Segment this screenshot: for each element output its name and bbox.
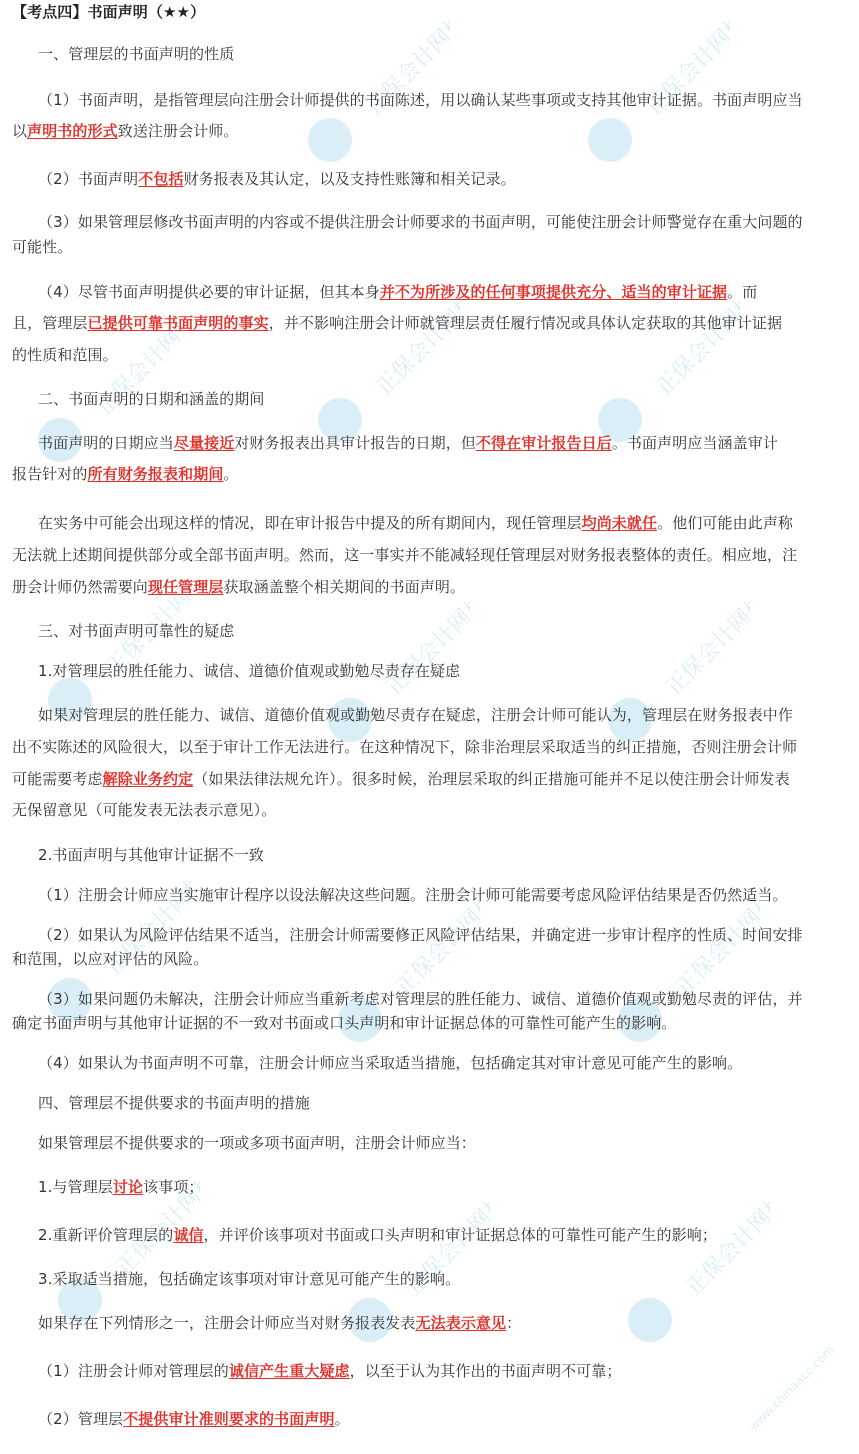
text-segment: 2.重新评价管理层的	[38, 1226, 174, 1244]
paragraph-line	[38, 705, 793, 725]
watermark-url-text: www.chinaacc.com	[746, 1342, 837, 1434]
key-term-highlight: 无法表示意见	[415, 1314, 507, 1332]
text-segment: 出不实陈述的风险很大，以至于审计工作无法进行。在这种情况下，除非治理层采取适当的纠正措施，否则注册会计师	[12, 738, 798, 756]
list-item	[38, 1409, 350, 1429]
paragraph-line	[12, 1013, 676, 1033]
paragraph-line	[38, 212, 803, 232]
text-segment: 的性质和范围。	[12, 346, 118, 364]
text-segment: （1）书面声明，是指管理层向注册会计师提供的书面陈述，用以确认某些事项或支持其他审计证据。书面声明应当	[38, 91, 803, 109]
text-segment: ，以至于认为其作出的书面声明不可靠；	[349, 1362, 622, 1380]
watermark-text: 正保会计网校	[91, 320, 180, 421]
text-segment: 四、管理层不提供要求的书面声明的措施	[38, 1094, 310, 1112]
text-segment: 报告针对的	[12, 465, 88, 483]
subheading	[38, 661, 460, 681]
paragraph-line	[38, 282, 757, 302]
key-term-highlight: 解除业务约定	[102, 770, 194, 788]
text-segment: 如果管理层不提供要求的一项或多项书面声明，注册会计师应当：	[38, 1134, 476, 1152]
list-item	[38, 1361, 621, 1381]
watermark-text: 正保会计网校	[391, 900, 480, 1001]
text-segment: 如果对管理层的胜任能力、诚信、道德价值观或勤勉尽责存在疑虑，注册会计师可能认为，管理层在财务报表中作	[38, 706, 794, 724]
paragraph-line	[12, 737, 797, 757]
paragraph-line	[12, 577, 465, 597]
text-segment: 。而	[727, 283, 758, 301]
key-term-highlight: 不包括	[138, 170, 184, 188]
key-term-highlight: 诚信产生重大疑虑	[228, 1362, 350, 1380]
watermark-text: 正保会计网校	[361, 20, 450, 121]
text-segment: 可能需要考虑	[12, 770, 103, 788]
watermark-text: 正保会计网校	[111, 1180, 200, 1281]
text-segment: 册会计师仍然需要向	[12, 578, 148, 596]
list-item	[38, 1225, 717, 1245]
text-segment: 1.对管理层的胜任能力、诚信、道德价值观或勤勉尽责存在疑虑	[38, 662, 461, 680]
text-segment: （4）如果认为书面声明不可靠，注册会计师应当采取适当措施，包括确定其对审计意见可能产生的影响。	[38, 1054, 743, 1072]
text-segment: ，并不影响注册会计师就管理层责任履行情况或具体认定获取的其他审计证据	[268, 314, 783, 332]
heading-2	[38, 389, 265, 409]
watermark-text: 正保会计网校	[381, 600, 470, 701]
heading-3	[38, 621, 234, 641]
text-segment: 确定书面声明与其他审计证据的不一致对书面或口头声明和审计证据总体的可靠性可能产生的影响。	[12, 1014, 677, 1032]
paragraph-line	[12, 121, 239, 141]
text-segment: 可能性。	[12, 238, 73, 256]
text-segment: 。	[223, 465, 239, 483]
list-item	[38, 1269, 460, 1289]
text-segment: 。书面声明应当涵盖审计	[611, 434, 778, 452]
paragraph-line	[38, 433, 778, 453]
paragraph-line	[12, 949, 208, 969]
text-segment: 。他们可能由此声称	[657, 514, 794, 532]
text-segment: 。	[334, 1410, 350, 1428]
paragraph-line	[12, 345, 118, 365]
text-segment: （如果法律法规允许）。很多时候，治理层采取的纠正措施可能并不足以使注册会计师发表	[193, 770, 790, 788]
watermark-logo	[600, 600, 750, 750]
paragraph-line	[38, 885, 788, 905]
text-segment: 财务报表及其认定，以及支持性账簿和相关记录。	[183, 170, 516, 188]
watermark-text: 正保会计网校	[671, 900, 760, 1001]
watermark-logo	[620, 1200, 770, 1350]
watermark-url	[700, 1300, 850, 1450]
list-item	[38, 1177, 204, 1197]
text-segment: 三、对书面声明可靠性的疑虑	[38, 622, 235, 640]
heading-1	[38, 44, 234, 64]
key-term-highlight: 已提供可靠书面声明的事实	[87, 314, 269, 332]
watermark-text: 正保会计网校	[641, 20, 730, 121]
paragraph-line	[38, 1133, 476, 1153]
paragraph-line	[38, 513, 793, 533]
key-term-highlight: 声明书的形式	[27, 122, 118, 140]
paragraph-line	[38, 169, 516, 189]
text-segment: 和范围，以应对评估的风险。	[12, 950, 209, 968]
text-segment: ：	[506, 1314, 522, 1332]
text-segment: （1）注册会计师应当实施审计程序以设法解决这些问题。注册会计师可能需要考虑风险评估结果是否仍然适当。	[38, 886, 788, 904]
watermark-text: 正保会计网校	[101, 880, 190, 981]
section-title	[12, 2, 205, 22]
text-segment: （3）如果管理层修改书面声明的内容或不提供注册会计师要求的书面声明，可能使注册会计师警觉存在重大问题的	[38, 213, 803, 231]
key-term-highlight: 并不为所涉及的任何事项提供充分、适当的审计证据	[379, 283, 728, 301]
text-segment: 如果存在下列情形之一，注册会计师应当对财务报表发表	[38, 1314, 416, 1332]
paragraph-line	[38, 989, 803, 1009]
text-segment: 无法就上述期间提供部分或全部书面声明。然而，这一事实并不能减轻现任管理层对财务报表整体的责任。相应地，注	[12, 546, 798, 564]
subheading	[38, 845, 264, 865]
paragraph-line	[38, 925, 803, 945]
text-segment: （2）管理层	[38, 1410, 124, 1428]
paragraph-line	[12, 237, 72, 257]
watermark-text: 正保会计网校	[371, 300, 460, 401]
paragraph-line	[12, 464, 239, 484]
text-segment: ，并评价该事项对书面或口头声明和审计证据总体的可靠性可能产生的影响；	[203, 1226, 717, 1244]
heading-4	[38, 1093, 310, 1113]
key-term-highlight: 不得在审计报告日后	[475, 434, 612, 452]
watermark-text: 正保会计网校	[401, 1200, 490, 1301]
paragraph-line	[38, 1313, 521, 1333]
text-segment: 以	[12, 122, 28, 140]
text-segment: 二、书面声明的日期和涵盖的期间	[38, 390, 265, 408]
text-segment: 2.书面声明与其他审计证据不一致	[38, 846, 264, 864]
paragraph-line	[38, 1053, 742, 1073]
watermark-text: 正保会计网校	[651, 300, 740, 401]
watermark-text: 正保会计网校	[661, 600, 750, 701]
key-term-highlight: 所有财务报表和期间	[87, 465, 224, 483]
text-segment: 无保留意见（可能发表无法表示意见）。	[12, 801, 277, 819]
paragraph-line	[12, 545, 797, 565]
key-term-highlight: 尽量接近	[173, 434, 235, 452]
paragraph-line	[12, 769, 790, 789]
paragraph-line	[38, 90, 803, 110]
text-segment: （3）如果问题仍未解决，注册会计师应当重新考虑对管理层的胜任能力、诚信、道德价值观或勤勉尽责的评估，并	[38, 990, 803, 1008]
text-segment: 【考点四】书面声明（★★）	[12, 3, 206, 21]
text-segment: 一、管理层的书面声明的性质	[38, 45, 235, 63]
text-segment: （2）书面声明	[38, 170, 139, 188]
text-segment: 致送注册会计师。	[117, 122, 239, 140]
key-term-highlight: 讨论	[112, 1178, 144, 1196]
paragraph-line	[12, 313, 782, 333]
key-term-highlight: 不提供审计准则要求的书面声明	[123, 1410, 335, 1428]
text-segment: 获取涵盖整个相关期间的书面声明。	[223, 578, 466, 596]
key-term-highlight: 均尚未就任	[581, 514, 658, 532]
text-segment: （2）如果认为风险评估结果不适当，注册会计师需要修正风险评估结果，并确定进一步审计程序的性质、时间安排	[38, 926, 803, 944]
text-segment: 1.与管理层	[38, 1178, 113, 1196]
text-segment: 该事项；	[143, 1178, 204, 1196]
paragraph-line	[12, 800, 276, 820]
text-segment: 3.采取适当措施，包括确定该事项对审计意见可能产生的影响。	[38, 1270, 461, 1288]
text-segment: 且，管理层	[12, 314, 88, 332]
key-term-highlight: 现任管理层	[147, 578, 224, 596]
watermark-text: 正保会计网校	[101, 580, 190, 681]
key-term-highlight: 诚信	[173, 1226, 204, 1244]
text-segment: （1）注册会计师对管理层的	[38, 1362, 229, 1380]
text-segment: （4）尽管书面声明提供必要的审计证据，但其本身	[38, 283, 380, 301]
watermark-logo	[50, 1180, 200, 1330]
text-segment: 在实务中可能会出现这样的情况，即在审计报告中提及的所有期间内，现任管理层	[38, 514, 582, 532]
watermark-text: 正保会计网校	[681, 1200, 770, 1301]
text-segment: 对财务报表出具审计报告的日期，但	[234, 434, 476, 452]
text-segment: 书面声明的日期应当	[38, 434, 174, 452]
